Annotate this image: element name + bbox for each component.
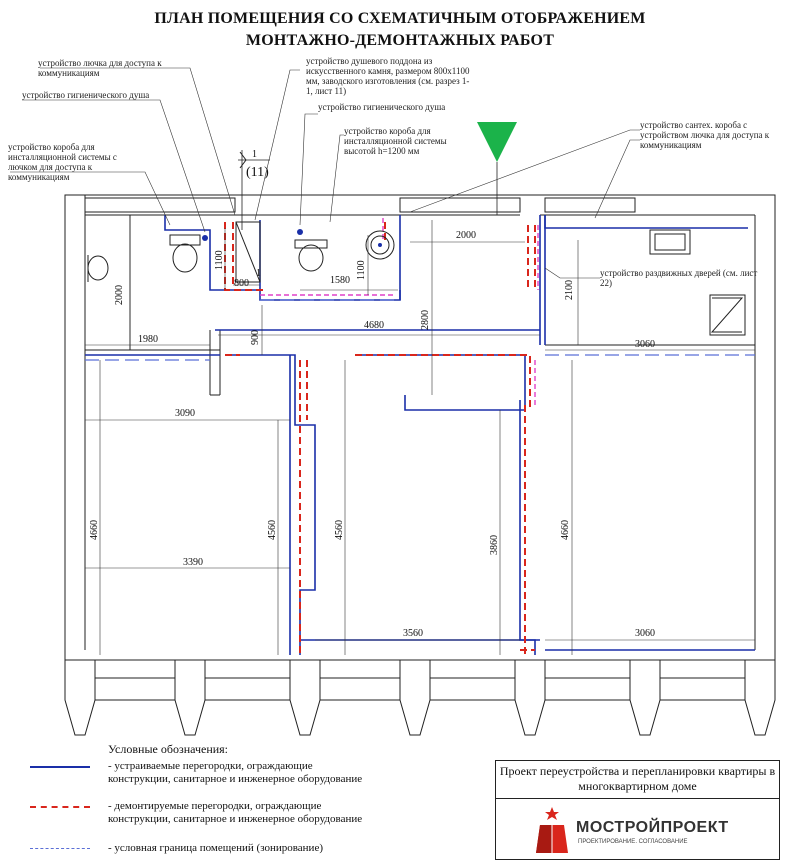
note-hatch: устройство лючка для доступа к коммуникациям	[38, 58, 162, 78]
dim-800: 800	[234, 278, 249, 289]
dim-3060-top: 3060	[635, 339, 655, 350]
note-sanitary-box: устройство сантех. короба с устройством лючка для доступа к коммуникациям	[640, 120, 770, 150]
pink-markup	[260, 218, 538, 405]
legend-line-longdash	[30, 848, 90, 849]
new-partitions	[85, 215, 755, 655]
legend-item-new: - устраиваемые перегородки, ограждающие конструкции, санитарное и инженерное оборудование	[30, 760, 370, 786]
dim-2100: 2100	[564, 280, 575, 300]
legend-item-demolish: - демонтируемые перегородки, ограждающие конструкции, санитарное и инженерное оборудование	[30, 800, 370, 826]
dim-2000-left: 2000	[114, 285, 125, 305]
top-window-right	[545, 198, 635, 212]
dim-4560-b: 4560	[334, 520, 345, 540]
bottom-piers	[65, 660, 775, 735]
project-box	[495, 760, 780, 860]
dim-3860: 3860	[489, 535, 500, 555]
north-marker-icon	[477, 122, 517, 162]
legend-item-zone: - условная граница помещений (зонирование)	[30, 842, 370, 855]
section-number: 1	[252, 149, 257, 160]
plan-title-line-1: ПЛАН ПОМЕЩЕНИЯ СО СХЕМАТИЧНЫМ ОТОБРАЖЕНИЕМ	[154, 10, 646, 27]
brand-tagline: ПРОЕКТИРОВАНИЕ. СОГЛАСОВАНИЕ	[578, 839, 688, 845]
dim-3560: 3560	[403, 628, 423, 639]
dim-900: 900	[250, 330, 261, 345]
dim-4660-right: 4660	[560, 520, 571, 540]
legend-title: Условные обозначения:	[108, 742, 229, 756]
legend-line-dashed	[30, 806, 90, 808]
dim-1980: 1980	[138, 334, 158, 345]
dimension-lines	[85, 218, 755, 655]
dim-1100-a: 1100	[214, 250, 225, 270]
note-shower-tray: устройство душевого поддона из искусственного камня, размером 800х1100 мм, заводского изготовления (см. разрез 1-1, лист 11)	[306, 56, 470, 96]
dim-1: 1	[256, 268, 261, 279]
top-window-mid	[400, 198, 520, 212]
demolished-partitions	[225, 222, 535, 655]
brand-logo-icon	[532, 805, 572, 855]
note-sliding-doors: устройство раздвижных дверей (см. лист 22)	[600, 268, 758, 288]
dim-2800: 2800	[420, 310, 431, 330]
note-install-box-height: устройство короба для инсталляционной системы высотой h=1200 мм	[344, 126, 447, 156]
dim-2000-top: 2000	[456, 230, 476, 241]
sanitary-fixtures	[88, 222, 745, 335]
dim-4680: 4680	[364, 320, 384, 331]
note-hygienic-shower-right: устройство гигиенического душа	[318, 102, 446, 112]
plan-title-line-2: МОНТАЖНО-ДЕМОНТАЖНЫХ РАБОТ	[245, 32, 555, 49]
brand-name: МОСТРОЙПРОЕКТ	[576, 819, 729, 836]
note-hygienic-shower-left: устройство гигиенического душа	[22, 90, 150, 100]
dim-4660-left: 4660	[89, 520, 100, 540]
dim-3060-bottom: 3060	[635, 628, 655, 639]
dim-4560-a: 4560	[267, 520, 278, 540]
section-sheet: (11)	[246, 165, 269, 180]
project-title: Проект переустройства и перепланировки квартиры в многоквартирном доме	[496, 761, 779, 799]
dim-3390: 3390	[183, 557, 203, 568]
note-install-box: устройство короба для инсталляционной системы с лючком для доступа к коммуникациям	[8, 142, 117, 182]
section-marker	[238, 149, 270, 230]
dim-3090: 3090	[175, 408, 195, 419]
top-window-left	[85, 198, 235, 212]
dim-1100-b: 1100	[356, 260, 367, 280]
dim-1580: 1580	[330, 275, 350, 286]
outer-wall	[65, 195, 775, 660]
legend-line-solid	[30, 766, 90, 768]
shower-heads	[202, 229, 382, 247]
